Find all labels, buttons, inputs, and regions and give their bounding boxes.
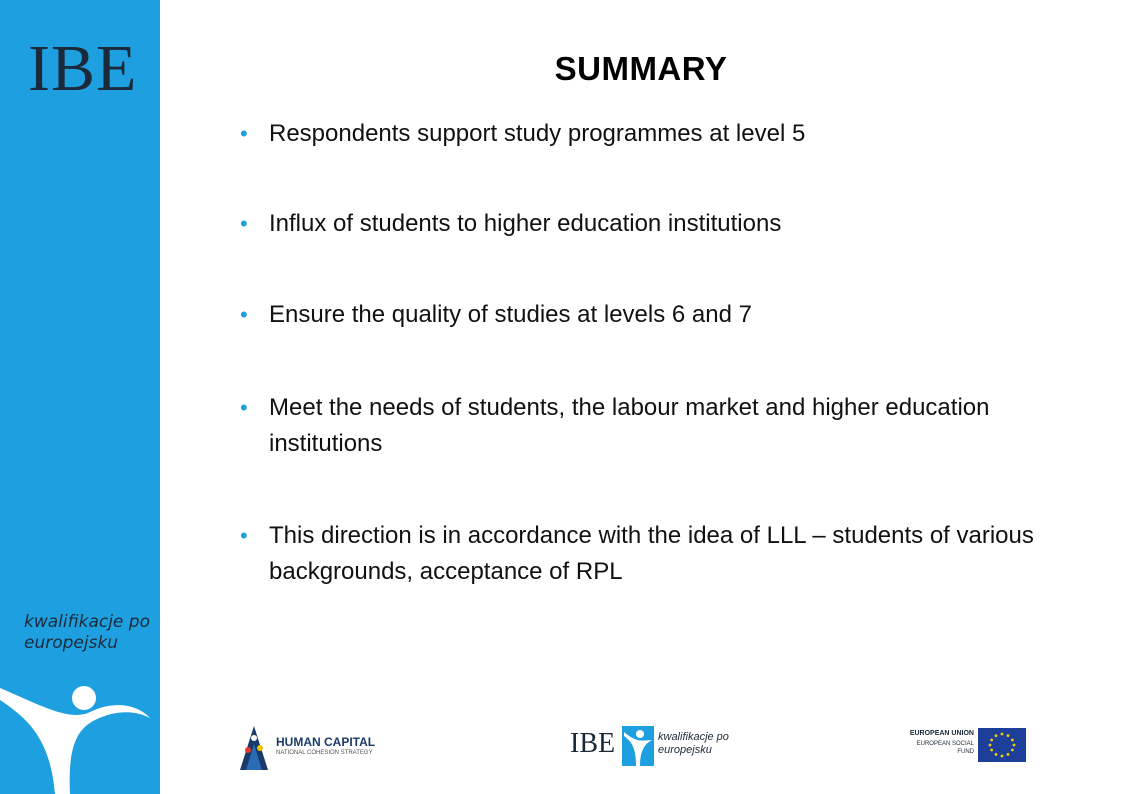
sidebar-tagline: kwalifikacje po europejsku [24, 612, 150, 653]
bullet-dot-icon: • [240, 302, 248, 327]
slide-title: SUMMARY [554, 50, 728, 87]
person-figure-icon [0, 680, 160, 794]
human-capital-logo [236, 722, 396, 772]
bullet-dot-icon: • [240, 211, 248, 236]
eu-subtitle: EUROPEAN SOCIAL FUND [916, 741, 974, 755]
ibe-footer-tagline: kwalifikacje po europejsku [658, 731, 729, 756]
bullet-item: • This direction is in accordance with the idea of LLL – students of various backgrounds, acceptance of RPL [240, 518, 1059, 590]
bullet-dot-icon: • [240, 121, 248, 146]
human-capital-title: HUMAN CAPITAL [276, 735, 376, 749]
bullet-item: • Ensure the quality of studies at levels 6 and 7 [240, 297, 752, 333]
bullet-item: • Respondents support study programmes at level 5 [240, 116, 805, 152]
eu-flag-icon [978, 728, 1026, 762]
sidebar [0, 0, 160, 794]
eu-title: EUROPEAN UNION [909, 730, 974, 737]
bullet-item: • Influx of students to higher education institutions [240, 206, 781, 242]
ibe-figure-icon [622, 726, 654, 766]
human-capital-emblem-icon [236, 722, 272, 772]
ibe-logo: IBE [28, 32, 138, 105]
human-capital-subtitle: NATIONAL COHESION STRATEGY [276, 750, 373, 756]
bullet-dot-icon: • [240, 395, 248, 420]
eu-logo [900, 726, 1030, 766]
bullet-item: • Meet the needs of students, the labour market and higher education institutions [240, 390, 1029, 462]
bullet-dot-icon: • [240, 523, 248, 548]
ibe-footer-logo [570, 722, 740, 772]
ibe-footer-text: IBE [570, 728, 616, 759]
